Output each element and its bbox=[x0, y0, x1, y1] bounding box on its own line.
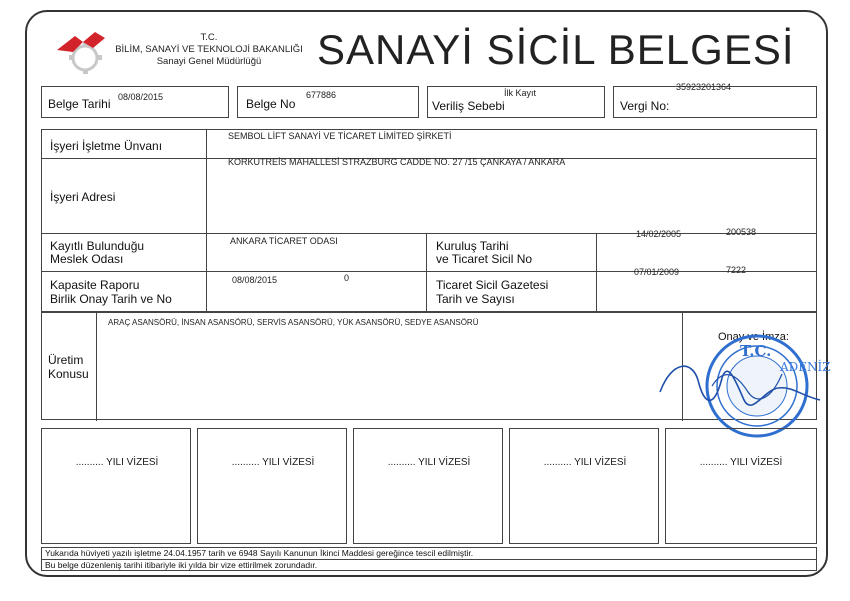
visa-box-2 bbox=[197, 428, 347, 544]
belge-no-box bbox=[237, 86, 419, 118]
footer-notes bbox=[41, 547, 817, 571]
stamp-side-text: ADENİZ bbox=[780, 360, 831, 374]
unvan-label: İşyeri İşletme Ünvanı bbox=[50, 139, 163, 153]
kurulus-label-1: Kuruluş Tarihi bbox=[436, 239, 509, 253]
directorate-name: Sanayi Genel Müdürlüğü bbox=[156, 56, 262, 67]
vergi-no-value: 35923201364 bbox=[676, 82, 732, 92]
belge-tarihi-label: Belge Tarihi bbox=[48, 97, 111, 111]
vergi-no-label: Vergi No: bbox=[620, 99, 670, 113]
verilis-sebebi-value: İlk Kayıt bbox=[504, 88, 537, 98]
gazete-label-1: Ticaret Sicil Gazetesi bbox=[436, 278, 549, 292]
meslek-label-1: Kayıtlı Bulunduğu bbox=[50, 239, 145, 253]
adres-value: KORKUTREİS MAHALLESİ STRAZBURG CADDE NO. 27 /15 ÇANKAYA / ANKARA bbox=[228, 157, 566, 167]
visa-box-1 bbox=[41, 428, 191, 544]
ministry-header bbox=[109, 32, 309, 68]
kapasite-label-1: Kapasite Raporu bbox=[50, 278, 140, 292]
visa-label-3: .......... YILI VİZESİ bbox=[387, 457, 471, 468]
belge-tarihi-box bbox=[41, 86, 229, 118]
gazete-sayi: 7222 bbox=[726, 265, 747, 275]
main-info-table bbox=[41, 129, 817, 312]
ministry-logo-icon bbox=[53, 28, 109, 76]
uretim-value: ARAÇ ASANSÖRÜ, İNSAN ASANSÖRÜ, SERVİS ASANSÖRÜ, YÜK ASANSÖRÜ, SEDYE ASANSÖRÜ bbox=[108, 318, 479, 327]
kurulus-tarihi: 14/02/2005 bbox=[636, 229, 682, 239]
visa-box-4 bbox=[509, 428, 659, 544]
footer-line-2: Bu belge düzenleniş tarihi itibariyle iki yılda bir vize ettirilmek zorundadır. bbox=[45, 560, 318, 570]
page-title: SANAYİ SİCİL BELGESİ bbox=[317, 26, 795, 73]
vergi-no-box bbox=[613, 82, 817, 118]
certificate-document bbox=[25, 10, 831, 577]
ticaret-sicil-no: 200538 bbox=[726, 227, 757, 237]
gazete-label-2: Tarih ve Sayısı bbox=[436, 292, 515, 306]
visa-label-2: .......... YILI VİZESİ bbox=[231, 457, 315, 468]
kapasite-label-2: Birlik Onay Tarih ve No bbox=[50, 292, 172, 306]
kurulus-label-2: ve Ticaret Sicil No bbox=[436, 252, 533, 266]
verilis-sebebi-box bbox=[427, 86, 605, 118]
visa-label-4: .......... YILI VİZESİ bbox=[543, 457, 627, 468]
visa-box-5 bbox=[665, 428, 817, 544]
unvan-value: SEMBOL LİFT SANAYİ VE TİCARET LİMİTED ŞİRKETİ bbox=[228, 131, 452, 141]
uretim-label-1: Üretim bbox=[48, 353, 84, 367]
uretim-label-2: Konusu bbox=[48, 367, 89, 381]
belge-no-value: 677886 bbox=[306, 90, 337, 100]
kapasite-no: 0 bbox=[344, 273, 350, 283]
adres-label: İşyeri Adresi bbox=[50, 190, 116, 204]
country-label: T.C. bbox=[200, 32, 218, 43]
gazete-tarih: 07/01/2009 bbox=[634, 267, 680, 277]
visa-label-5: .......... YILI VİZESİ bbox=[699, 457, 783, 468]
visa-label-1: .......... YILI VİZESİ bbox=[75, 457, 159, 468]
ministry-name: BİLİM, SANAYİ VE TEKNOLOJİ BAKANLIĞI bbox=[115, 44, 303, 55]
onay-imza-label: Onay ve İmza: bbox=[718, 331, 789, 343]
stamp-center-text: T.C. bbox=[740, 342, 772, 360]
kapasite-tarih: 08/08/2015 bbox=[232, 275, 278, 285]
footer-line-1: Yukarıda hüviyeti yazılı işletme 24.04.1957 tarih ve 6948 Sayılı Kanunun İkinci Maddesi gereğince tescil edilmiştir. bbox=[45, 548, 474, 558]
meslek-label-2: Meslek Odası bbox=[50, 252, 124, 266]
meslek-value: ANKARA TİCARET ODASI bbox=[230, 236, 338, 246]
belge-no-label: Belge No bbox=[246, 97, 296, 111]
visa-box-3 bbox=[353, 428, 503, 544]
official-stamp bbox=[652, 330, 831, 442]
verilis-sebebi-label: Veriliş Sebebi bbox=[432, 99, 505, 113]
belge-tarihi-value: 08/08/2015 bbox=[118, 92, 164, 102]
